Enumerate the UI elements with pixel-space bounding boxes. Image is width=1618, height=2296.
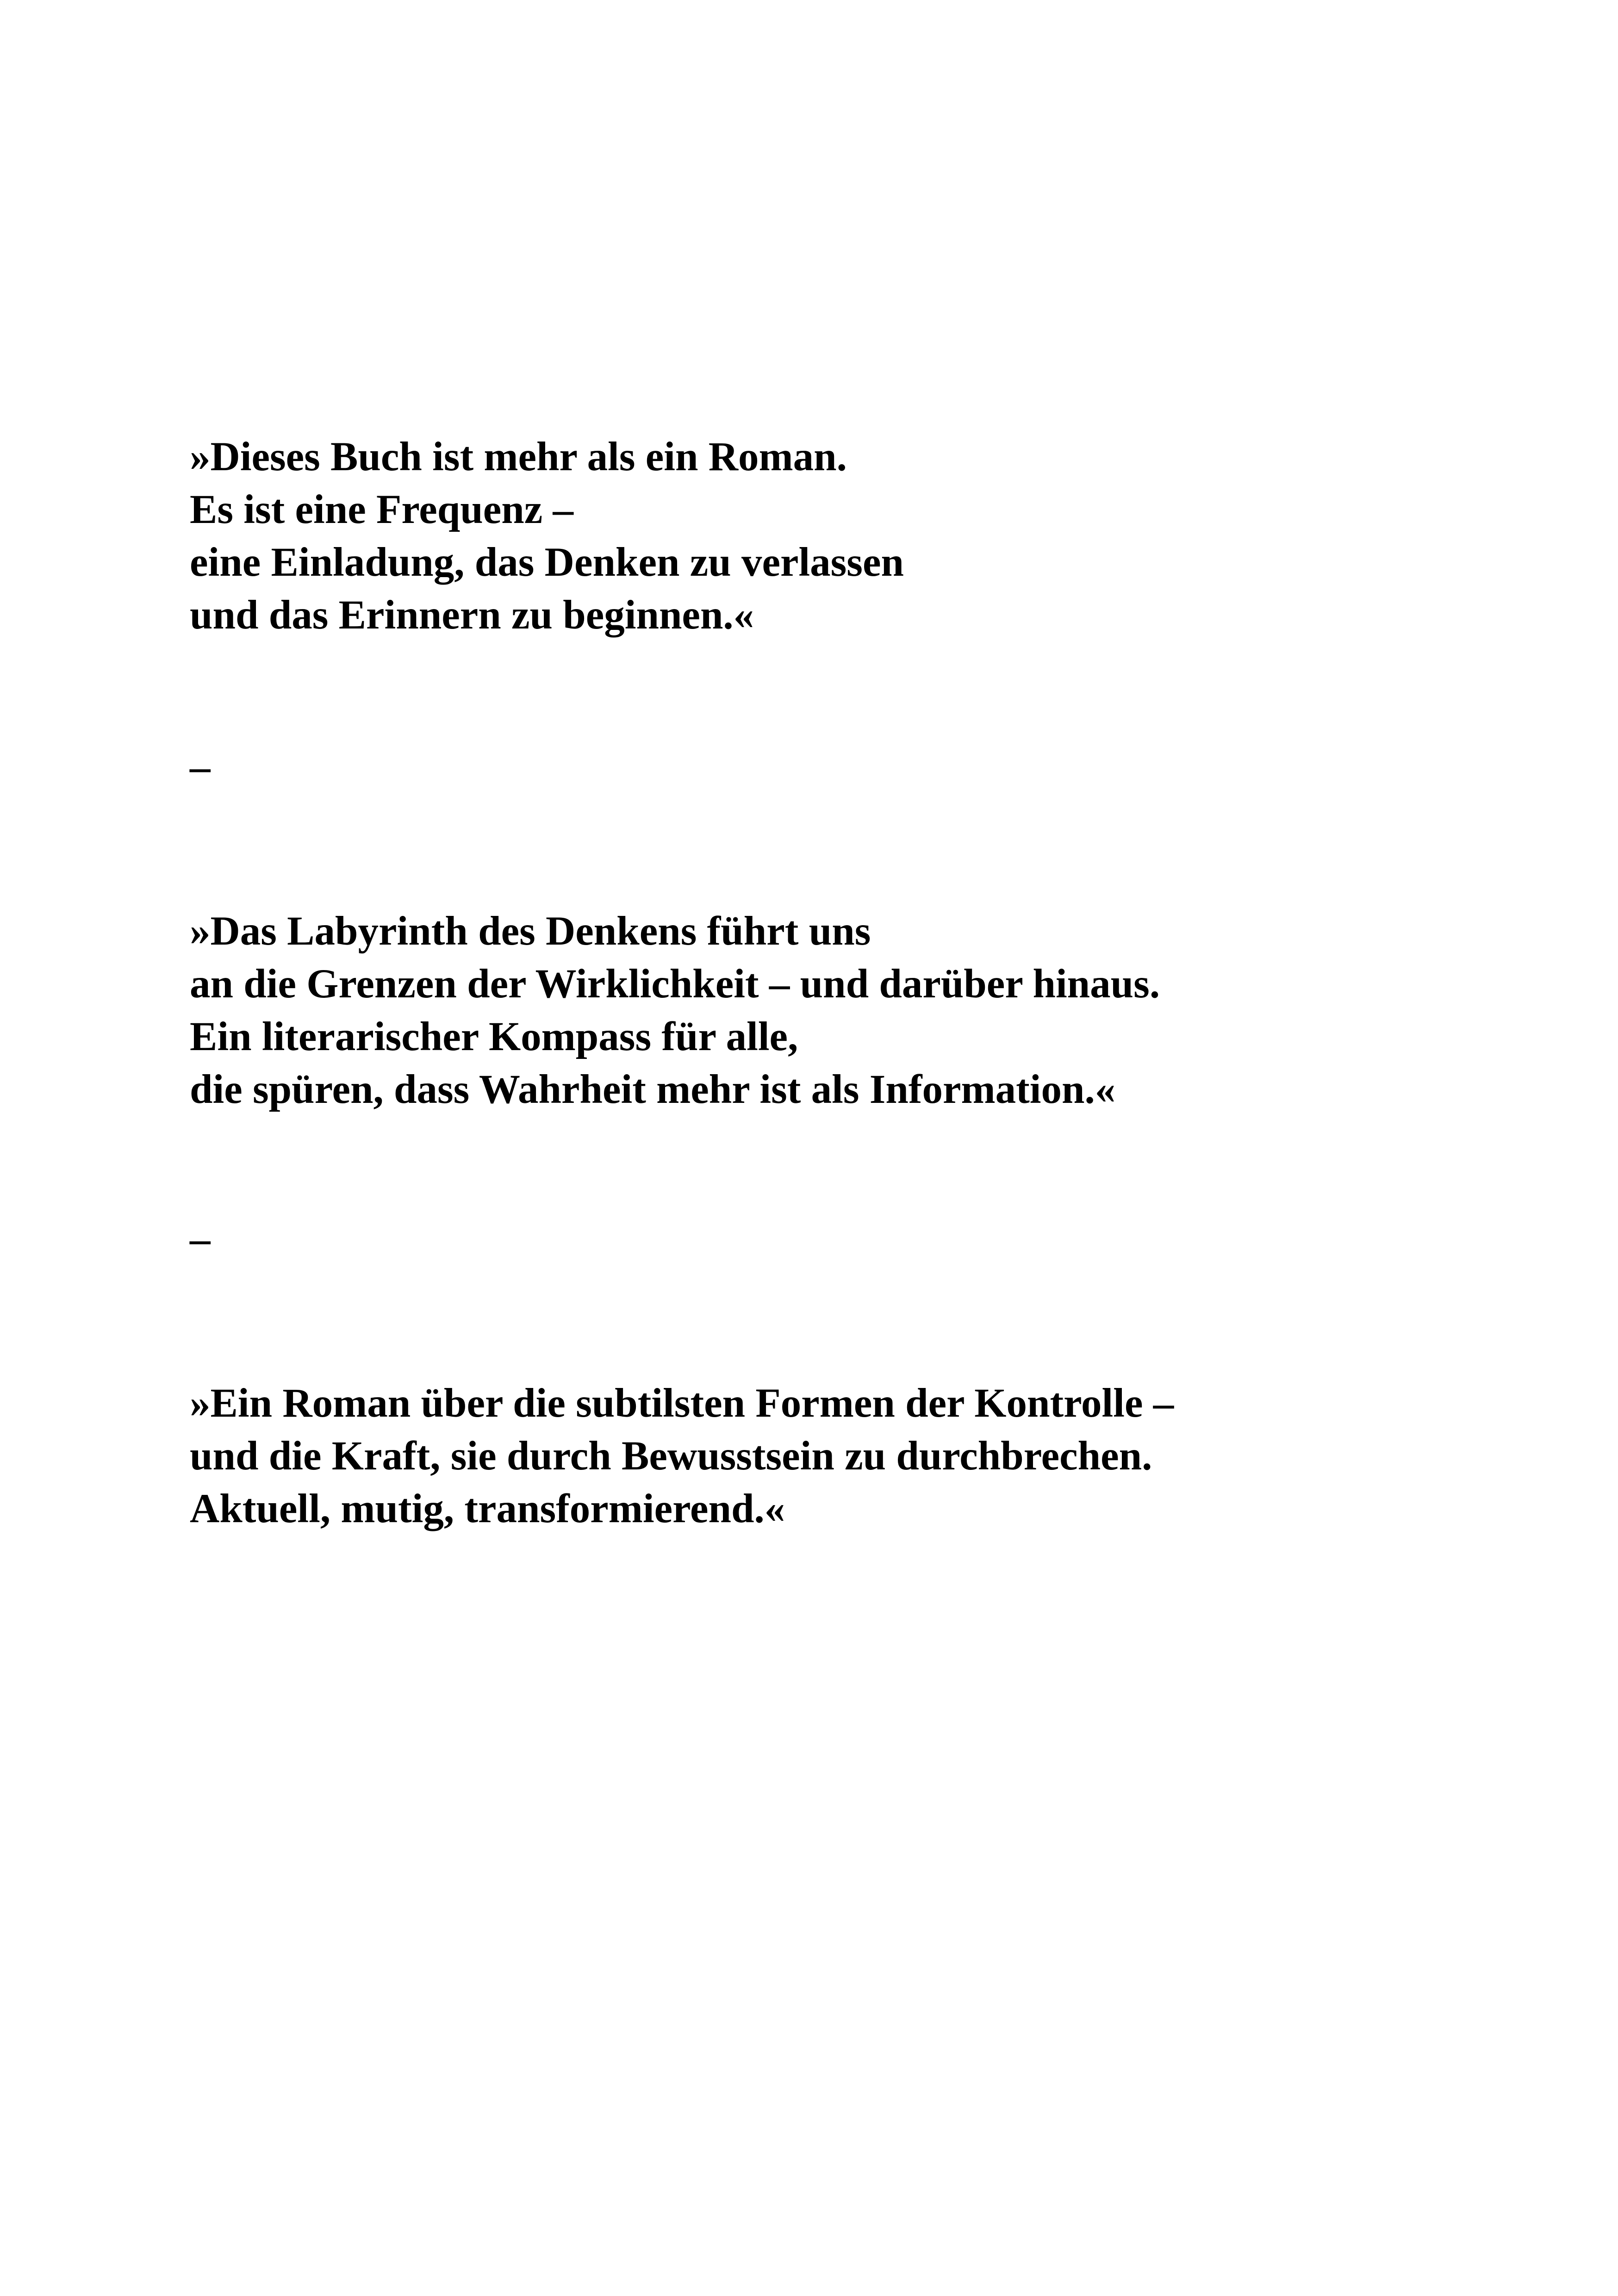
quote-1-line-2: Es ist eine Frequenz –: [190, 487, 573, 532]
quote-2: [190, 905, 1160, 1116]
separator-dash-2: –: [190, 1216, 211, 1262]
quote-2-line-4: die spüren, dass Wahrheit mehr ist als Information.«: [190, 1067, 1116, 1112]
quote-1: [190, 430, 904, 641]
quote-3-line-1: »Ein Roman über die subtilsten Formen der Kontrolle –: [190, 1381, 1174, 1426]
quote-1-line-1: »Dieses Buch ist mehr als ein Roman.: [190, 434, 847, 479]
quote-3: [190, 1377, 1174, 1535]
quote-2-line-3: Ein literarischer Kompass für alle,: [190, 1014, 798, 1059]
quote-1-line-4: und das Erinnern zu beginnen.«: [190, 592, 754, 638]
separator-dash-1: –: [190, 744, 211, 790]
quote-3-line-3: Aktuell, mutig, transformierend.«: [190, 1486, 785, 1531]
quote-3-line-2: und die Kraft, sie durch Bewusstsein zu durchbrechen.: [190, 1433, 1152, 1479]
quote-2-line-1: »Das Labyrinth des Denkens führt uns: [190, 908, 871, 954]
quote-1-line-3: eine Einladung, das Denken zu verlassen: [190, 540, 904, 585]
quote-2-line-2: an die Grenzen der Wirklichkeit – und darüber hinaus.: [190, 961, 1160, 1007]
